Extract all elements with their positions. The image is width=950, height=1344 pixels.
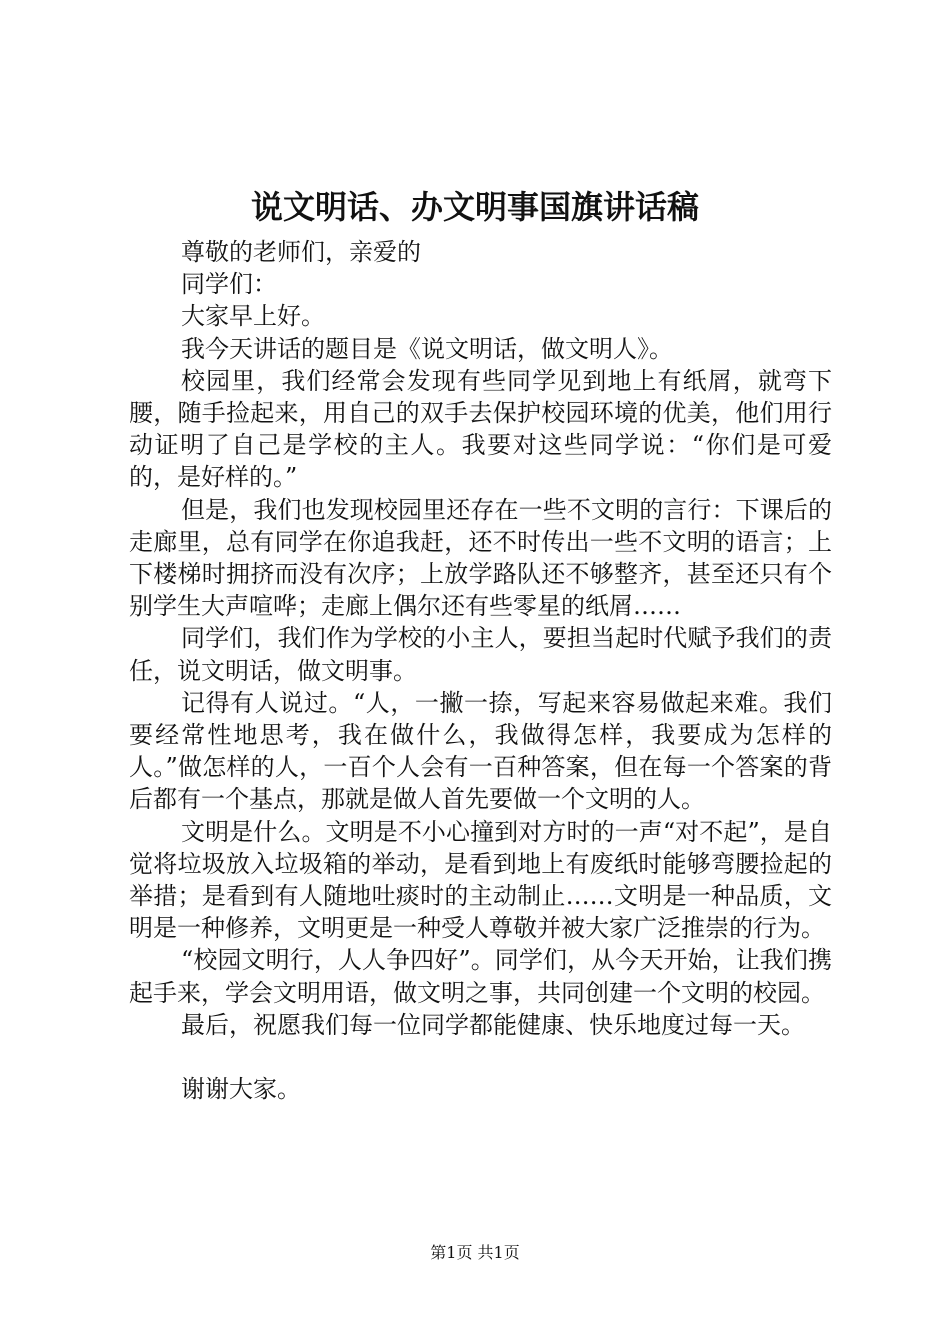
- paragraph-campus-good: 校园里，我们经常会发现有些同学见到地上有纸屑，就弯下腰，随手捡起来，用自己的双手去保护校园环境的优美，他们用行动证明了自己是学校的主人。我要对这些同学说：“你们是可爱的，是好样的。”: [129, 366, 832, 492]
- paragraph-topic: 我今天讲话的题目是《说文明话，做文明人》。: [181, 334, 673, 363]
- paragraph-slogan: “校园文明行，人人争四好”。同学们，从今天开始，让我们携起手来，学会文明用语，做文明之事，共同创建一个文明的校园。: [129, 946, 832, 1007]
- page-footer: 第1页 共1页: [430, 1243, 520, 1262]
- paragraph-greeting-cont: 同学们：: [181, 270, 277, 299]
- paragraph-thanks: 谢谢大家。: [181, 1075, 301, 1104]
- document-body: [129, 236, 832, 1105]
- document-title: 说文明话、办文明事国旗讲话稿: [250, 188, 699, 226]
- paragraph-morning: 大家早上好。: [181, 302, 325, 331]
- paragraph-quote: 记得有人说过。“人，一撇一捺，写起来容易做起来难。我们要经常性地思考，我在做什么，我做得怎样，我要成为怎样的人。”做怎样的人，一百个人会有一百种答案，但在每一个答案的背后都有一个基点，那就是做人首先要做一个文明的人。: [129, 688, 832, 814]
- paragraph-campus-bad: 但是，我们也发现校园里还存在一些不文明的言行：下课后的走廊里，总有同学在你追我赶，还不时传出一些不文明的语言；上下楼梯时拥挤而没有次序；上放学路队还不够整齐，甚至还只有个别学生大声喧哗；走廊上偶尔还有些零星的纸屑……: [129, 495, 832, 621]
- paragraph-greeting: 尊敬的老师们，亲爱的: [181, 238, 421, 266]
- paragraph-civility: 文明是什么。文明是不小心撞到对方时的一声“对不起”，是自觉将垃圾放入垃圾箱的举动，是看到地上有废纸时能够弯腰捡起的举措；是看到有人随地吐痰时的主动制止……文明是一种品质，文明是一种修养，文明更是一种受人尊敬并被大家广泛推崇的行为。: [129, 817, 832, 943]
- paragraph-wishes: 最后，祝愿我们每一位同学都能健康、快乐地度过每一天。: [181, 1010, 805, 1039]
- paragraph-responsibility: 同学们，我们作为学校的小主人，要担当起时代赋予我们的责任，说文明话，做文明事。: [129, 624, 832, 685]
